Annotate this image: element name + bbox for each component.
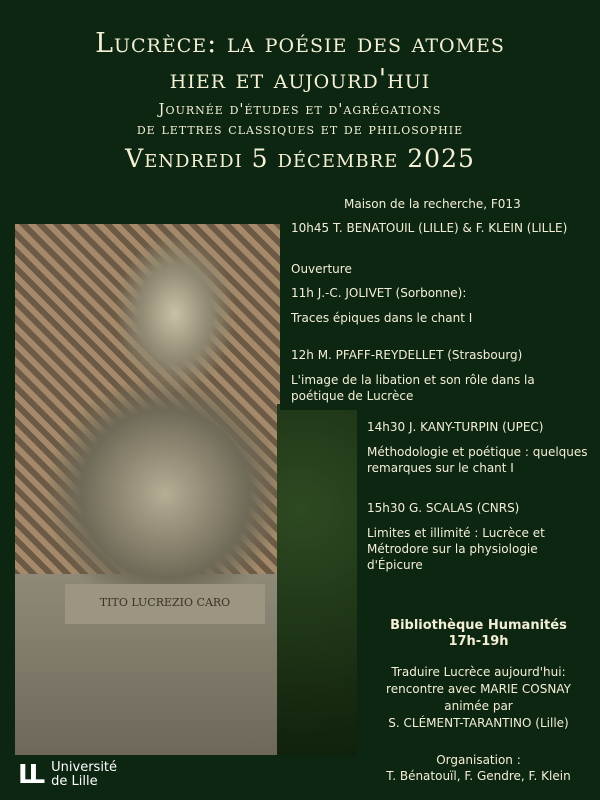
ivy-foliage [277,404,357,755]
organisation-names: T. Bénatouïl, F. Gendre, F. Klein [386,769,571,783]
subtitle-line-1: Journée d'études et d'agrégations [158,100,442,118]
program-speaker-1: 10h45 T. BENATOUIL (LILLE) & F. KLEIN (LILLE) [291,221,568,235]
evening-line-3: animée par [444,699,513,713]
program-topic-5: Limites et illimité : Lucrèce et Métrodore sur la physiologie d'Épicure [367,526,545,572]
evening-time: 17h-19h [448,634,509,649]
evening-line-1: Traduire Lucrèce aujourd'hui: [391,665,566,679]
bust-plinth [65,584,265,624]
lille-logo-icon: LL [18,760,40,790]
morning-location: Maison de la recherche, F013 [344,197,521,211]
subtitle-line-2: de lettres classiques et de philosophie [136,120,464,138]
organisation-label: Organisation : [436,753,521,767]
program-speaker-5: 15h30 G. SCALAS (CNRS) [367,501,520,515]
logo-line-1: Université [51,760,118,775]
universite-de-lille-logo [18,760,117,790]
program-speaker-3: 12h M. PFAFF-REYDELLET (Strasbourg) [291,348,523,362]
program-topic-1: Ouverture [291,262,352,276]
evening-line-4: S. CLÉMENT-TARANTINO (Lille) [388,716,569,730]
program-speaker-2: 11h J.-C. JOLIVET (Sorbonne): [291,286,467,300]
evening-line-2: rencontre avec MARIE COSNAY [386,682,571,696]
program-topic-3: L'image de la libation et son rôle dans la poétique de Lucrèce [291,373,535,403]
plinth-inscription: TITO LUCREZIO CARO [99,596,231,609]
title-line-1: Lucrèce: la poésie des atomes [95,28,505,59]
program-speaker-4: 14h30 J. KANY-TURPIN (UPEC) [367,420,544,434]
logo-line-2: de Lille [51,774,98,789]
program-topic-2: Traces épiques dans le chant I [291,311,473,325]
program-topic-4: Méthodologie et poétique : quelques remarques sur le chant I [367,445,588,475]
evening-place: Bibliothèque Humanités [390,618,567,633]
title-line-2: hier et aujourd'hui [169,64,431,95]
event-date: Vendredi 5 décembre 2025 [125,144,475,173]
